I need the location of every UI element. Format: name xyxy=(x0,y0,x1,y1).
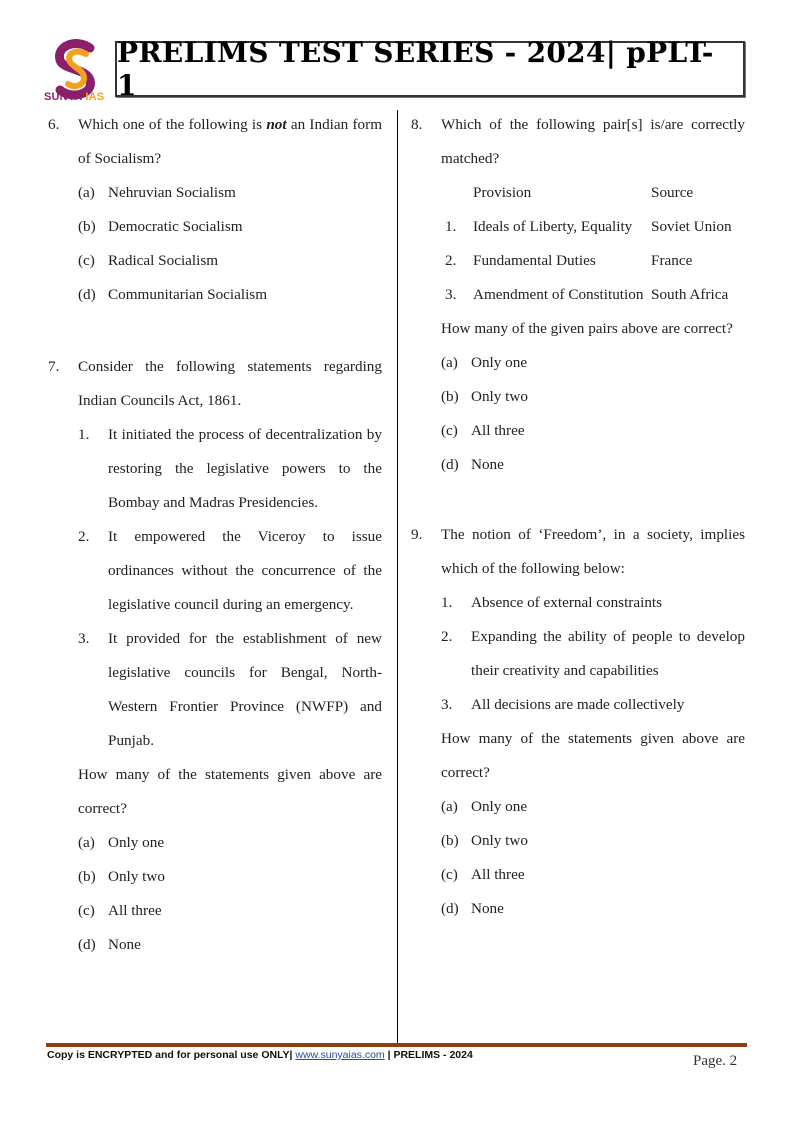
option-c[interactable] xyxy=(441,858,745,892)
option-label: (d) xyxy=(441,900,459,917)
option-text: None xyxy=(471,456,504,473)
question-prompt: How many of the statements given above are correct? xyxy=(78,766,382,817)
header-provision: Provision xyxy=(473,184,532,201)
option-b[interactable] xyxy=(78,210,382,244)
option-d[interactable] xyxy=(78,928,382,962)
pair-provision: Fundamental Duties xyxy=(473,252,596,269)
option-label: (b) xyxy=(78,868,96,885)
question-text xyxy=(78,108,382,176)
option-label: (a) xyxy=(441,798,458,815)
question-number: 6. xyxy=(48,116,60,133)
option-a[interactable] xyxy=(441,346,745,380)
pair-source: France xyxy=(651,252,693,269)
statement-text: It provided for the establishment of new legislative councils for Bengal, North-Western Frontier Province (NWFP) and Punjab. xyxy=(108,630,382,749)
statement-number: 1. xyxy=(78,426,90,443)
option-text: All three xyxy=(108,902,162,919)
logo-text-sunya: SUNYA xyxy=(44,91,83,103)
option-label: (c) xyxy=(441,866,458,883)
right-column xyxy=(411,108,745,926)
option-label: (c) xyxy=(78,252,95,269)
option-label: (a) xyxy=(78,184,95,201)
logo-text xyxy=(44,91,104,103)
option-label: (a) xyxy=(78,834,95,851)
option-text: None xyxy=(108,936,141,953)
question-prompt: How many of the statements given above are correct? xyxy=(441,730,745,781)
option-label: (b) xyxy=(78,218,96,235)
option-text: Only two xyxy=(108,868,165,885)
question-9 xyxy=(411,518,745,926)
pair-number: 1. xyxy=(445,218,457,235)
statement-number: 3. xyxy=(441,696,453,713)
option-label: (b) xyxy=(441,832,459,849)
statement-3 xyxy=(441,688,745,722)
option-a[interactable] xyxy=(78,176,382,210)
pair-row-2 xyxy=(445,244,745,278)
header-source: Source xyxy=(651,184,694,201)
option-label: (d) xyxy=(78,286,96,303)
option-b[interactable] xyxy=(441,380,745,414)
option-text: Only one xyxy=(471,354,528,371)
option-label: (a) xyxy=(441,354,458,371)
option-c[interactable] xyxy=(78,244,382,278)
footer-bar xyxy=(46,1043,747,1047)
option-label: (c) xyxy=(78,902,95,919)
statement-1 xyxy=(441,586,745,620)
option-text: Only two xyxy=(471,388,528,405)
footer-exam: | PRELIMS - 2024 xyxy=(384,1049,473,1061)
option-text: Communitarian Socialism xyxy=(108,286,268,303)
pairs-table-header xyxy=(445,176,745,210)
option-label: (d) xyxy=(78,936,96,953)
question-text: The notion of ‘Freedom’, in a society, implies which of the following below: xyxy=(441,526,745,577)
statement-number: 2. xyxy=(78,528,90,545)
option-text: All three xyxy=(471,866,525,883)
pair-number: 2. xyxy=(445,252,457,269)
option-b[interactable] xyxy=(78,860,382,894)
option-text: Radical Socialism xyxy=(108,252,219,269)
option-text: Only one xyxy=(108,834,165,851)
website-link[interactable]: www.sunyaias.com xyxy=(295,1049,385,1061)
option-label: (d) xyxy=(441,456,459,473)
pair-provision: Amendment of Constitution xyxy=(473,286,644,303)
statement-number: 3. xyxy=(78,630,90,647)
statement-text: It initiated the process of decentralization by restoring the legislative powers to the Bombay and Madras Presidencies. xyxy=(108,426,382,511)
statement-text: All decisions are made collectively xyxy=(471,696,685,713)
question-prompt: How many of the given pairs above are correct? xyxy=(441,320,733,337)
option-text: Nehruvian Socialism xyxy=(108,184,236,201)
statement-text: It empowered the Viceroy to issue ordinances without the concurrence of the legislative council during an emergency. xyxy=(108,528,382,613)
footer-text xyxy=(47,1049,473,1061)
pair-source: Soviet Union xyxy=(651,218,732,235)
option-d[interactable] xyxy=(441,448,745,482)
column-divider xyxy=(397,110,398,1045)
option-label: (b) xyxy=(441,388,459,405)
statement-3 xyxy=(78,622,382,758)
option-text: Only two xyxy=(471,832,528,849)
option-d[interactable] xyxy=(441,892,745,926)
question-7 xyxy=(48,350,382,962)
pair-row-1 xyxy=(445,210,745,244)
question-text-part: an Indian form of Socialism? xyxy=(78,116,383,167)
pair-provision: Ideals of Liberty, Equality xyxy=(473,218,633,235)
option-text: Only one xyxy=(471,798,528,815)
left-column xyxy=(48,108,382,962)
option-d[interactable] xyxy=(78,278,382,312)
question-number: 7. xyxy=(48,358,60,375)
option-c[interactable] xyxy=(78,894,382,928)
option-c[interactable] xyxy=(441,414,745,448)
pair-row-3 xyxy=(445,278,745,312)
option-label: (c) xyxy=(441,422,458,439)
statement-1 xyxy=(78,418,382,520)
question-8 xyxy=(411,108,745,482)
page-number: Page. 2 xyxy=(693,1053,738,1069)
question-number: 8. xyxy=(411,116,423,133)
pair-number: 3. xyxy=(445,286,457,303)
title-box xyxy=(115,36,745,102)
question-text: Which of the following pair[s] is/are correctly matched? xyxy=(441,116,745,167)
emphasis-not: not xyxy=(266,116,287,133)
statement-number: 2. xyxy=(441,628,453,645)
statement-text: Expanding the ability of people to develop their creativity and capabilities xyxy=(471,628,745,679)
pair-source: South Africa xyxy=(651,286,729,303)
option-b[interactable] xyxy=(441,824,745,858)
statement-2 xyxy=(441,620,745,688)
logo-text-ias: IAS xyxy=(82,91,105,103)
statement-number: 1. xyxy=(441,594,453,611)
option-text: Democratic Socialism xyxy=(108,218,243,235)
question-6 xyxy=(48,108,382,312)
statement-text: Absence of external constraints xyxy=(471,594,663,611)
question-number: 9. xyxy=(411,526,423,543)
option-text: All three xyxy=(471,422,525,439)
option-a[interactable] xyxy=(78,826,382,860)
page-title: PRELIMS TEST SERIES - 2024| pPLT- 1 xyxy=(117,36,714,102)
option-a[interactable] xyxy=(441,790,745,824)
question-text: Consider the following statements regarding Indian Councils Act, 1861. xyxy=(78,358,382,409)
option-text: None xyxy=(471,900,504,917)
statement-2 xyxy=(78,520,382,622)
question-text-part: Which one of the following is xyxy=(78,116,267,133)
footer-notice: Copy is ENCRYPTED and for personal use ONLY| xyxy=(47,1049,296,1061)
